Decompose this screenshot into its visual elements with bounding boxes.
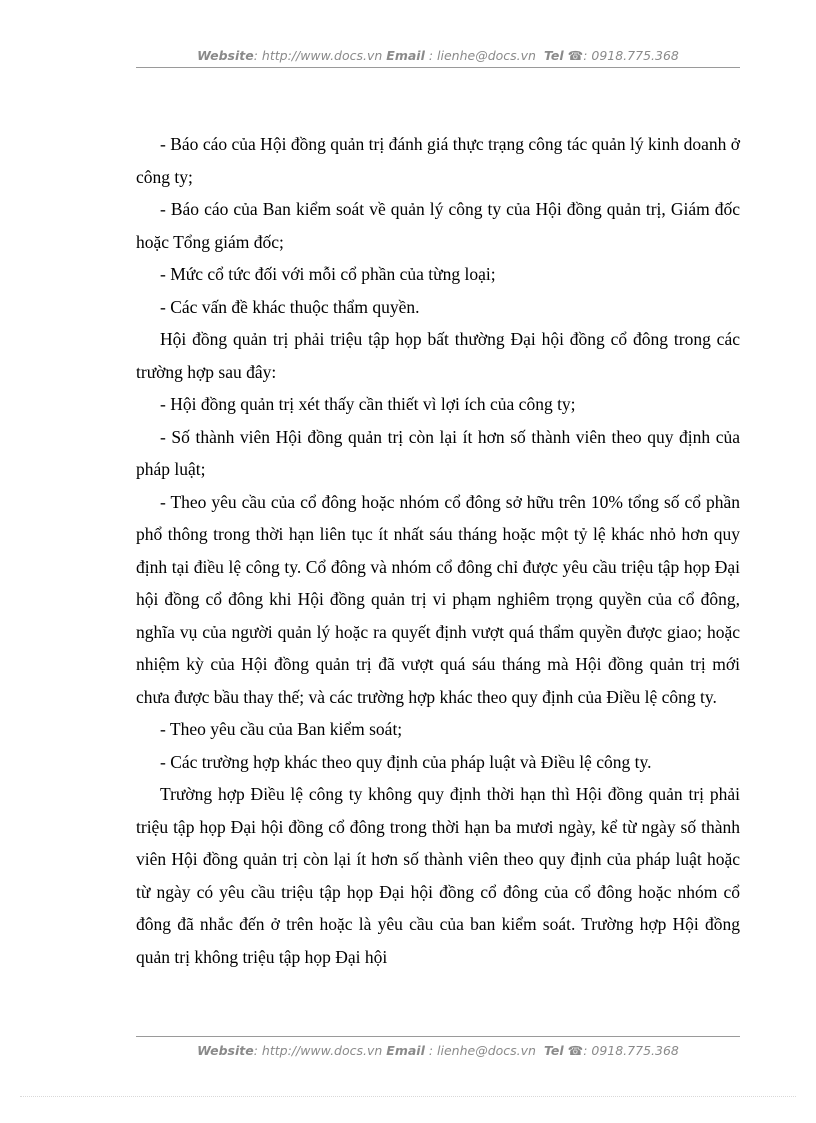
phone-icon: ☎ — [567, 48, 584, 63]
footer-website-label: Website — [197, 1043, 254, 1058]
paragraph: - Báo cáo của Ban kiểm soát về quản lý công ty của Hội đồng quản trị, Giám đốc hoặc Tổng giám đốc; — [136, 199, 740, 252]
footer-tel-value: : 0918.775.368 — [583, 1043, 679, 1058]
page-footer — [136, 1043, 740, 1058]
footer-rule — [136, 1036, 740, 1037]
paragraph: - Số thành viên Hội đồng quản trị còn lại ít hơn số thành viên theo quy định của pháp luật; — [136, 426, 740, 479]
paragraph: - Hội đồng quản trị xét thấy cần thiết vì lợi ích của công ty; — [160, 394, 576, 414]
header-tel-value: : 0918.775.368 — [583, 48, 679, 63]
footer-tel-label: Tel — [543, 1043, 564, 1058]
paragraph: - Các trường hợp khác theo quy định của pháp luật và Điều lệ công ty. — [160, 751, 652, 772]
page-header — [136, 48, 740, 63]
page-bottom-dotted-line — [20, 1096, 796, 1097]
header-rule — [136, 67, 740, 68]
header-email-value: : lienhe@docs.vn — [428, 48, 536, 63]
paragraph: - Theo yêu cầu của cổ đông hoặc nhóm cổ đông sở hữu trên 10% tổng số cổ phần phổ thông trong thời hạn liên tục ít nhất sáu tháng hoặc một tỷ lệ khác nhỏ hơn quy định tại điều lệ công ty. Cổ đông và nhóm cổ đông chỉ được yêu cầu triệu tập họp Đại hội đồng cổ đông khi Hội đồng quản trị vi phạm nghiêm trọng quyền của cổ đông, nghĩa vụ của người quản lý hoặc ra quyết định vượt quá thẩm quyền được giao; hoặc nhiệm kỳ của Hội đồng quản trị đã vượt quá sáu tháng mà Hội đồng quản trị mới chưa được bầu thay thế; và các trường hợp khác theo quy định của Điều lệ công ty. — [136, 491, 740, 707]
paragraph: - Theo yêu cầu của Ban kiểm soát; — [160, 719, 403, 739]
footer-website-value: : http://www.docs.vn — [253, 1043, 383, 1058]
header-tel-label: Tel — [543, 48, 564, 63]
paragraph: - Mức cổ tức đối với mỗi cổ phần của từng loại; — [160, 264, 496, 284]
header-email-label: Email — [386, 48, 425, 63]
header-website-value: : http://www.docs.vn — [253, 48, 383, 63]
paragraph: - Các vấn đề khác thuộc thẩm quyền. — [160, 296, 420, 317]
footer-email-label: Email — [386, 1043, 425, 1058]
document-body — [136, 128, 740, 973]
phone-icon: ☎ — [567, 1043, 584, 1058]
paragraph: Hội đồng quản trị phải triệu tập họp bất thường Đại hội đồng cổ đông trong các trường hợp sau đây: — [136, 329, 740, 382]
paragraph: - Báo cáo của Hội đồng quản trị đánh giá thực trạng công tác quản lý kinh doanh ở công ty; — [136, 134, 740, 187]
paragraph: Trường hợp Điều lệ công ty không quy định thời hạn thì Hội đồng quản trị phải triệu tập họp Đại hội đồng cổ đông trong thời hạn ba mươi ngày, kể từ ngày số thành viên Hội đồng quản trị còn lại ít hơn số thành viên theo quy định của pháp luật hoặc từ ngày có yêu cầu triệu tập họp Đại hội đồng cổ đông của cổ đông hoặc nhóm cổ đông đã nhắc đến ở trên hoặc là yêu cầu của ban kiểm soát. Trường hợp Hội đồng quản trị không triệu tập họp Đại hội — [136, 784, 740, 967]
footer-email-value: : lienhe@docs.vn — [428, 1043, 536, 1058]
header-website-label: Website — [197, 48, 254, 63]
